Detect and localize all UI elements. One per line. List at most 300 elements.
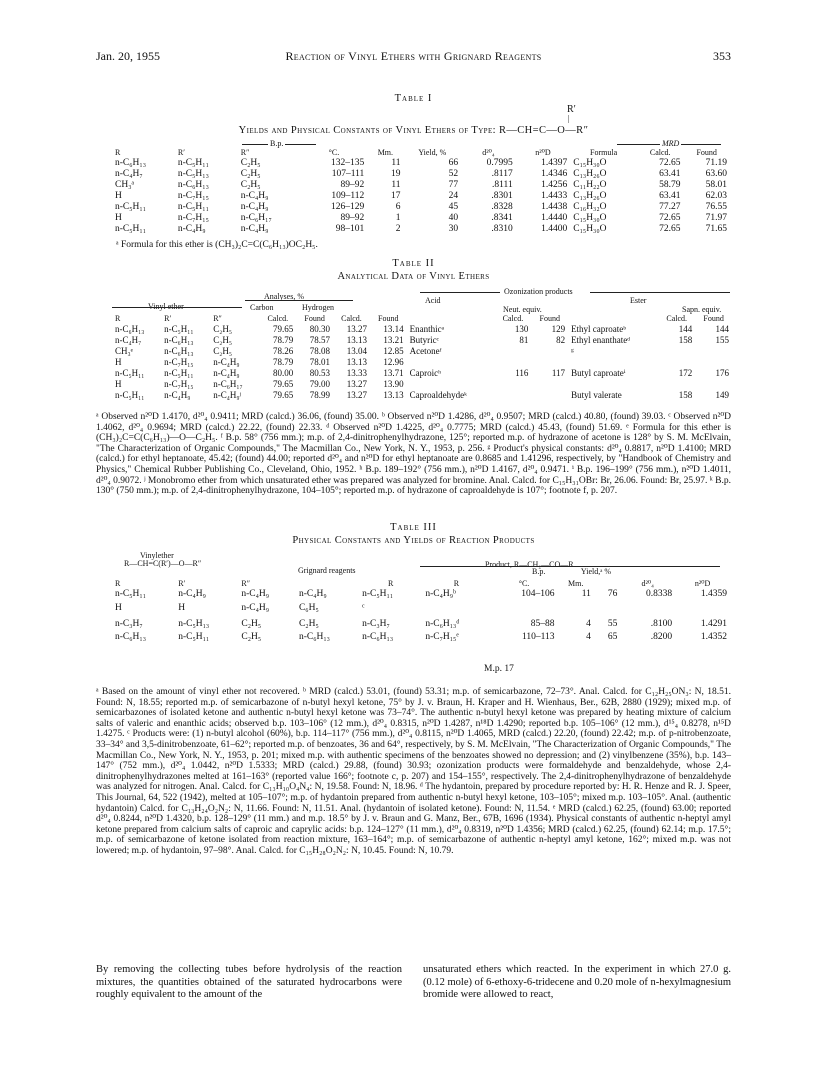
table1-cell: H	[115, 213, 122, 223]
table3-col-header-7: Mm.	[568, 579, 584, 588]
table1-cell: 24	[448, 191, 459, 201]
table2-cell: 78.57	[309, 335, 330, 345]
table-row	[112, 324, 732, 335]
table2-col-header-7	[407, 313, 495, 324]
table3-col-header-9: d²⁰₄	[641, 579, 654, 588]
table-row	[112, 202, 730, 213]
table1-cell: n-C₆H₁₃	[115, 158, 147, 168]
table2-cell: 13.21	[383, 335, 404, 345]
table-row	[112, 158, 730, 169]
table1-cell: .8111	[492, 180, 513, 190]
table1-cell: n-C₄H₉	[240, 202, 269, 212]
table1-cell: 19	[390, 169, 401, 179]
table2-cell: n-C₄H₉	[213, 368, 240, 378]
table3-cell: n-C₇H₁₅ᵉ	[425, 632, 459, 642]
table2-cell	[658, 346, 695, 357]
table1-cell: 109–112	[331, 191, 365, 201]
table2-col-header-5: Calcd.	[341, 314, 362, 323]
table1-cell: n-C₇H₁₅	[177, 213, 209, 223]
table1-cell: 89–92	[340, 213, 365, 223]
table2-cell	[531, 379, 568, 390]
table2-cell: C₂H₅	[213, 324, 232, 334]
table2-cell: 78.26	[273, 346, 294, 356]
table2-cell: 13.27	[346, 379, 367, 389]
table1-cell: n-C₆H₁₃	[177, 180, 209, 190]
table1-cell: H	[115, 191, 122, 201]
table2-cell: 158	[678, 335, 693, 345]
table2-cell: 13.04	[346, 346, 367, 356]
table2-cell: 158	[678, 390, 693, 400]
table2-cell: 13.13	[383, 390, 404, 400]
table3-cell: 4	[586, 632, 591, 642]
table1-col-header-8: Formula	[590, 148, 618, 157]
table-row	[112, 335, 732, 346]
table3-cell: ᶜ	[362, 602, 365, 613]
table1-cell: 107–111	[331, 169, 365, 179]
table1-cell: .8341	[491, 213, 513, 223]
table2-cell: n-C₅H₁₁	[164, 368, 194, 378]
table2-cell	[531, 390, 568, 401]
table2-col-header-9: Found	[539, 314, 560, 323]
header-date: Jan. 20, 1955	[96, 49, 160, 63]
table2-cell: 149	[715, 390, 729, 400]
table2-title: Analytical Data of Vinyl Ethers	[337, 271, 490, 282]
table3-cell	[675, 600, 730, 616]
table3-cell: 1.4352	[700, 632, 727, 642]
table3-col-header-5: R	[453, 579, 460, 588]
table3-product-group: Product, R—CH₂—CO—R	[485, 560, 574, 569]
table3-col-header-4: R	[388, 579, 394, 588]
table3-cell: 65	[607, 632, 618, 642]
table1-cell: 30	[448, 224, 459, 234]
table3-cell: n-C₄H₉	[241, 589, 270, 599]
table1-rprime: R′	[567, 104, 576, 115]
table-row	[112, 357, 732, 368]
table3-cell: 0.8338	[646, 589, 673, 599]
table3-cell: n-C₆H₁₃ᵈ	[425, 618, 460, 629]
table1-col-header-10: Found	[696, 148, 717, 157]
table2-cell	[568, 357, 658, 368]
table1-cell: 76.55	[705, 202, 727, 212]
table3-cell: n-C₃H₇	[115, 618, 143, 629]
table3-cell: n-C₄H₉	[241, 602, 270, 613]
table2-col-header-3: Calcd.	[267, 314, 289, 323]
table2-cell: 79.65	[273, 324, 294, 334]
table3-cell: 104–106	[521, 589, 555, 599]
table-row	[112, 390, 732, 401]
table3-label: Table III	[390, 522, 437, 533]
table2-cell: n-C₄H₇	[115, 335, 142, 345]
table1-cell: 89–92	[340, 180, 365, 190]
table2-cell	[695, 357, 732, 368]
table1-bp-group: B.p.	[270, 139, 284, 148]
table2-col-header-6: Found	[378, 314, 399, 323]
table2-cell: Caproicʰ	[409, 368, 441, 378]
table1	[112, 147, 730, 235]
table1-cell: 1.4433	[541, 191, 568, 201]
table-row	[112, 379, 732, 390]
table1-cell: CH₃ᵃ	[115, 180, 135, 190]
table3-cell	[594, 600, 620, 616]
table2-cell: 13.13	[346, 357, 367, 367]
table1-cell: .8310	[491, 224, 513, 234]
table1-cell: C₁₃H₂₆O	[573, 191, 607, 201]
table-row	[112, 169, 730, 180]
table1-col-header-1: R′	[177, 148, 185, 157]
table1-cell: 72.65	[659, 213, 681, 223]
table2-cell: 13.13	[346, 335, 367, 345]
table3-cell: 1.4291	[700, 618, 727, 629]
table2-cell: 172	[678, 368, 693, 378]
running-header	[96, 49, 731, 65]
table3-cell: 4	[586, 618, 591, 629]
table1-cell: 126–129	[331, 202, 365, 212]
table-row	[112, 368, 732, 379]
table1-cell: n-C₅H₁₁	[177, 202, 209, 212]
table1-cell: n-C₆H₁₇	[240, 213, 272, 223]
table1-cell: 71.65	[705, 224, 727, 234]
table3-cell: n-C₃H₇	[362, 618, 390, 629]
table1-cell: 0.7995	[486, 158, 513, 168]
table3-cell: 1.4359	[700, 589, 727, 599]
table2-carbon-group: Carbon	[250, 303, 274, 312]
table2-cell: 13.71	[383, 368, 404, 378]
table1-cell: C₁₁H₂₂O	[573, 180, 607, 190]
table-row	[112, 600, 730, 616]
table1-cell: C₂H₅	[240, 180, 261, 190]
table3-cell: n-C₄H₉	[298, 589, 327, 599]
table2-cell: 79.00	[309, 379, 330, 389]
table2-col-header-10	[568, 313, 658, 324]
table1-cell: 63.60	[705, 169, 727, 179]
table3-col-header-10: n²⁰D	[694, 579, 711, 588]
table1-cell: n-C₄H₉	[240, 191, 269, 201]
table2-cell	[531, 357, 568, 368]
table3-grignard-label: Grignard reagents	[298, 566, 356, 575]
header-title: Reaction of Vinyl Ethers with Grignard Reagents	[285, 49, 542, 63]
table1-cell: 1.4256	[541, 180, 568, 190]
table2-cell	[494, 379, 531, 390]
table1-cell: 2	[395, 224, 401, 234]
table2-cell	[531, 346, 568, 357]
table1-col-header-7: n²⁰D	[535, 148, 551, 157]
table1-col-header-3: °C.	[328, 148, 340, 157]
table3	[112, 578, 730, 643]
table3-cell: 85–88	[530, 618, 555, 629]
table3-mp-note: M.p. 17	[484, 664, 514, 674]
table3-cell: n-C₅H₁₁	[362, 589, 394, 599]
table-row	[112, 180, 730, 191]
table2-cell: H	[115, 357, 122, 367]
table2-cell	[407, 357, 495, 368]
table2-cell: 80.53	[309, 368, 330, 378]
table2-col-header-0: R	[115, 314, 121, 323]
table1-cell: 1.4397	[541, 158, 568, 168]
table3-cell: n-C₆H₁₃	[115, 632, 147, 642]
table2-analyses-rule	[245, 300, 353, 301]
table1-cell: 62.03	[705, 191, 727, 201]
table2-cell: H	[115, 379, 122, 389]
table3-cell	[422, 600, 490, 616]
table2-cell: CH₃ᵉ	[115, 346, 133, 356]
table2-cell: 80.30	[309, 324, 330, 334]
table2-cell: Acetoneᶠ	[409, 346, 442, 356]
table2-cell: Butyricᶜ	[409, 335, 439, 345]
table3-col-header-8	[594, 578, 620, 589]
table1-mrd-group: MRD	[662, 139, 680, 148]
table1-cell: .8328	[491, 202, 513, 212]
table2-cell	[494, 390, 531, 401]
table2-cell: n-C₆H₁₃	[115, 324, 145, 334]
table2-cell: 12.96	[383, 357, 404, 367]
table3-vinyl-group: Vinylether	[140, 551, 174, 560]
table1-cell: .8301	[491, 191, 513, 201]
table2-cell: Caproaldehydeᵏ	[409, 390, 467, 400]
table1-cell: 71.19	[705, 158, 727, 168]
table1-cell: 1	[395, 213, 401, 223]
table2-cell	[494, 357, 531, 368]
table3-col-header-6: °C.	[518, 579, 530, 588]
table3-cell: 11	[581, 589, 591, 599]
table2-acid-group: Acid	[425, 296, 441, 305]
table2-cell: 144	[678, 324, 693, 334]
table1-cell: 1.4440	[541, 213, 568, 223]
table2-cell	[695, 379, 732, 390]
table2-cell: 78.79	[273, 357, 294, 367]
table-row	[112, 224, 730, 235]
table2-col-header-4: Found	[304, 314, 325, 323]
table3-cell: C₂H₅	[241, 632, 262, 642]
table1-cell: 63.41	[659, 191, 681, 201]
table1-cell: 52	[448, 169, 459, 179]
table1-cell: C₁₅H₃₀O	[573, 158, 607, 168]
table2-cell: 78.08	[309, 346, 330, 356]
table3-cell: n-C₄H₉ᵇ	[425, 589, 456, 599]
table1-title: Yields and Physical Constants of Vinyl Ethers of Type: R—CH=C—O—R″	[238, 125, 589, 136]
table3-cell: H	[178, 602, 186, 613]
table1-col-header-6: d²⁰₄	[482, 148, 495, 157]
table2-cell: n-C₅H₁₁	[164, 324, 194, 334]
table1-cell: 58.79	[659, 180, 681, 190]
table1-col-header-9: Calcd.	[649, 148, 671, 157]
table1-cell: 11	[391, 158, 401, 168]
table3-col-header-3	[296, 578, 359, 589]
table3-cell: H	[115, 602, 122, 613]
table3-cell: n-C₅H₁₁	[115, 589, 147, 599]
table2-cell: 116	[515, 368, 529, 378]
table2-cell: 78.01	[309, 357, 330, 367]
table2-cell	[568, 379, 658, 390]
table1-col-header-0: R	[115, 148, 121, 157]
table1-footnote: ᵃ Formula for this ether is (CH₃)₂C=C(C₆H₁₃)OC₂H₅.	[116, 240, 318, 250]
table2-cell: n-C₄H₉ʲ	[213, 390, 241, 400]
table3-cell: 55	[607, 618, 618, 629]
table2-cell: Butyl valerate	[571, 390, 622, 400]
table1-cell: C₁₃H₂₆O	[573, 169, 607, 179]
table-row	[112, 589, 730, 600]
table2-ozon-rule-right	[590, 292, 730, 293]
table1-cell: 58.01	[705, 180, 727, 190]
table2-cell: Butyl caproateⁱ	[571, 368, 626, 378]
table3-bp-group: B.p.	[532, 567, 546, 576]
table2-cell: 13.14	[383, 324, 404, 334]
table2-cell: n-C₄H₉	[164, 390, 191, 400]
table1-cell: C₂H₅	[240, 158, 261, 168]
table1-cell: 11	[391, 180, 401, 190]
table-row	[112, 616, 730, 632]
table3-cell	[620, 600, 675, 616]
table2-cell: n-C₇H₁₅	[164, 357, 194, 367]
table1-cell: 77.27	[659, 202, 681, 212]
table1-cell: 1.4346	[541, 169, 568, 179]
table1-cell: 63.41	[659, 169, 681, 179]
table2-cell: Ethyl caproateᵇ	[571, 324, 627, 334]
table3-cell: n-C₄H₉	[178, 589, 206, 599]
table1-cell: C₁₅H₃₀O	[573, 213, 607, 223]
table3-cell: C₆H₅	[298, 602, 319, 613]
table3-col-header-0: R	[115, 579, 121, 588]
table2-sapn-label: Sapn. equiv.	[682, 305, 722, 314]
table2-cell: 13.27	[346, 390, 367, 400]
table1-cell: n-C₄H₉	[240, 224, 269, 234]
table2-cell: 130	[514, 324, 529, 334]
table1-cell: .8117	[491, 169, 513, 179]
table1-cell: 6	[395, 202, 401, 212]
table3-cell: n-C₆H₁₃	[298, 632, 330, 642]
table1-bond: |	[568, 114, 570, 123]
table2-cell: 144	[715, 324, 729, 334]
table3-cell: .8100	[650, 618, 673, 629]
table1-cell: 72.65	[659, 158, 681, 168]
table3-vinyl-formula: R—CH=C(R′)—O—R″	[124, 559, 202, 568]
table1-cell: 77	[448, 180, 459, 190]
table2-cell: n-C₇H₁₅	[164, 379, 194, 389]
table2-cell	[695, 346, 732, 357]
table2-cell: 13.27	[346, 324, 367, 334]
table1-cell: n-C₄H₉	[177, 224, 206, 234]
table2-col-header-11: Calcd.	[666, 314, 688, 323]
table2-col-header-12: Found	[703, 314, 724, 323]
table1-cell: n-C₅H₁₁	[115, 202, 147, 212]
table3-cell: C₂H₅	[298, 618, 319, 629]
table2-cell: 78.99	[309, 390, 330, 400]
table2-label: Table II	[392, 258, 435, 269]
table3-product-rule	[420, 566, 720, 567]
table-row	[112, 213, 730, 224]
table1-cell: n-C₅H₁₁	[177, 158, 209, 168]
table1-cell: n-C₅H₁₃	[177, 169, 209, 179]
table2-hydrogen-group: Hydrogen	[302, 303, 334, 312]
table2-ozon-group: Ozonization products	[504, 287, 573, 296]
table2-cell: n-C₆H₁₃	[164, 346, 194, 356]
table2-cell: 79.65	[273, 390, 294, 400]
table2-cell: ᵍ	[571, 346, 574, 356]
table2-col-header-8: Calcd.	[502, 314, 524, 323]
table1-cell: 17	[390, 191, 401, 201]
table2-cell: n-C₅H₁₁	[115, 368, 145, 378]
table3-col-header-2: R″	[241, 579, 251, 588]
table3-cell: .8200	[650, 632, 673, 642]
table1-label: Table I	[394, 93, 433, 104]
table2-cell	[658, 357, 695, 368]
table2-cell: 117	[551, 368, 566, 378]
table3-cell	[491, 600, 558, 616]
table1-cell: 1.4438	[541, 202, 568, 212]
table1-cell: C₁₅H₃₀O	[573, 224, 607, 234]
table1-cell: 66	[448, 158, 459, 168]
table2-cell: n-C₅H₁₁	[115, 390, 145, 400]
table3-col-header-1: R′	[178, 579, 186, 588]
table2-cell: 81	[519, 335, 529, 345]
table2-cell	[407, 379, 495, 390]
table3-cell: n-C₅H₁₃	[178, 618, 210, 629]
table2	[112, 313, 732, 401]
table1-cell: 45	[448, 202, 459, 212]
table2-cell: 79.65	[273, 379, 294, 389]
table2-cell: Enanthicᵃ	[409, 324, 445, 334]
table2-vinyl-rule	[112, 307, 242, 308]
table2-cell: 82	[556, 335, 566, 345]
table3-title: Physical Constants and Yields of Reaction Products	[292, 535, 535, 546]
table2-neut-label: Neut. equiv.	[503, 305, 542, 314]
table2-footnote: ᵃ Observed n²⁰D 1.4170, d²⁰₄ 0.9411; MRD (calcd.) 36.06, (found) 35.00. ᵇ Observed n²⁰D 1.4286, d²⁰₄ 0.9507; MRD (calcd.) 40.80, (found) 39.03. ᶜ Observed n²⁰D 1.4062, d²⁰₄ 0.9694; MRD (calcd.) 22.22, (found) 22.33. ᵈ Observed n²⁰D 1.4225, d²⁰₄ 0.7775; MRD (calcd.) 45.43, (found) 51.69. ᵉ Formula for this ether is (CH₃)₂C=C(C₆H₁₃)—O—C₂H₅. ᶠ B.p. 58° (756 mm.); m.p. of 2,4-dinitrophenylhydrazone, 125°; reported m.p. of hydrazone of acetone is 128° by S. M. McElvain, "The Characterization of Organic Compounds," The Macmillan Co., New York, N. Y., 1953, p. 256. ᵍ Product's physical constants: d²⁰₄ 0.8817, n²⁰D 1.4100; MRD (calcd.) for ethyl heptanoate, 45.42; (found) 44.00; reported d²⁰₄ and n²⁰D for ethyl heptanoate are 0.8685 and 1.41296, respectively, by "Handbook of Chemistry and Physics," Chemical Rubber Publishing Co., Cleveland, Ohio, 1952. ʰ B.p. 189–192° (756 mm.), n²⁰D 1.4167, d²⁰₄ 0.9471. ⁱ B.p. 196–199° (756 mm.), n²⁰D 1.4011, d²⁰₄ 0.9072. ʲ Monobromo ether from which unsaturated ether was prepared was analyzed for bromine. Anal. Calcd. for C₁₅H₃₁OBr: Br, 26.06. Found: Br, 25.97. ᵏ B.p. 130° (750 mm.); m.p. of 2,4-dinitrophenylhydrazone, 104–105°; reported m.p. of hydrazone of caproaldehyde is 107°; footnote f, p. 207.	[96, 412, 731, 497]
table2-col-header-1: R′	[164, 314, 172, 323]
table2-cell: 80.00	[273, 368, 294, 378]
table1-cell: n-C₄H₇	[115, 169, 143, 179]
table2-cell: 78.79	[273, 335, 294, 345]
table2-cell: C₂H₅	[213, 335, 232, 345]
table1-cell: C₁₆H₃₂O	[573, 202, 607, 212]
table2-vinyl-group: Vinyl ether	[148, 302, 184, 311]
table3-cell: 76	[607, 589, 618, 599]
table1-cell: 1.4400	[541, 224, 568, 234]
table1-cell: 98–101	[335, 224, 365, 234]
body-right-column: unsaturated ethers which reacted. In the experiment in which 27.0 g. (0.12 mole) of 6-ethoxy-6-tridecene and 0.20 mole of n-hexylmagnesium bromide were allowed to react,	[423, 964, 731, 1000]
table1-cell: n-C₅H₁₁	[115, 224, 147, 234]
table1-cell: C₂H₅	[240, 169, 261, 179]
table1-col-header-2: R″	[240, 148, 250, 157]
header-page-number: 353	[713, 49, 731, 63]
table1-cell: 71.97	[705, 213, 727, 223]
table2-cell: 12.85	[383, 346, 404, 356]
table2-cell: n-C₄H₉	[213, 357, 240, 367]
table-row	[112, 632, 730, 643]
table3-cell: n-C₆H₁₃	[362, 632, 394, 642]
table1-col-header-5: Yield, %	[418, 148, 447, 157]
table-row	[112, 191, 730, 202]
body-left-column: By removing the collecting tubes before hydrolysis of the reaction mixtures, the quantities obtained of the saturated hydrocarbons were roughly equivalent to the amount of the	[96, 964, 402, 1000]
table2-cell: n-C₆H₁₃	[164, 335, 194, 345]
table-row	[112, 346, 732, 357]
table1-cell: n-C₇H₁₅	[177, 191, 209, 201]
table2-cell	[658, 379, 695, 390]
table2-cell	[494, 346, 531, 357]
table3-cell: n-C₅H₁₁	[178, 632, 210, 642]
table2-ester-group: Ester	[630, 296, 647, 305]
table3-cell	[558, 600, 594, 616]
table2-cell: 129	[551, 324, 566, 334]
table1-cell: 40	[448, 213, 459, 223]
table2-analyses-group: Analyses, %	[264, 292, 304, 301]
table3-footnote: ᵃ Based on the amount of vinyl ether not recovered. ᵇ MRD (calcd.) 53.01, (found) 53.31; m.p. of semicarbazone, 72–73°. Anal. Calcd. for C₁₂H₂₅ON₃: N, 18.51. Found: N, 18.55; reported m.p. of semicarbazone of n-butyl hexyl ketone, 75° by J. v. Braun, H. Kraper and H. Wienhaus, Ber., 62B, 2880 (1929); mixed m.p. of semicarbazones of isolated ketone and authentic n-butyl hexyl ketone was 73–74°. The authentic n-butyl hexyl ketone was prepared by heating mixture of calcium salts of valeric and enanthic acids; observed b.p. 103–106° (12 mm.), d²⁰₄ 0.8315, n²⁰D 1.4287, n¹⁸D 1.4290; reported b.p. 105–106° (12 mm.), d¹⁵₄ 0.8278, n¹⁵D 1.4275. ᶜ Products were: (1) n-butyl alcohol (60%), b.p. 114–117° (756 mm.), d²⁰₄ 0.8115, n²⁰D 1.4065, MRD (calcd.) 22.20, (found) 22.42; m.p. of p-nitrobenzoate, 33–34° and 3,5-dinitrobenzoate, 61–62°; reported m.p. of benzoates, 36 and 64°, respectively, by S. M. McElvain, "The Characterization of Organic Compounds," The Macmillan Co., New York, N. Y., 1953, p. 201; mixed m.p. with authentic specimens of the benzoates showed no depression; and (2) vinylbenzene (35%), b.p. 143–147° (752 mm.), d²⁰₄ 1.0442, n²⁰D 1.5333; MRD (calcd.) 29.88, (found) 30.93; ozonization products were formaldehyde and benzaldehyde, whose 2,4-dinitrophenylhydrazones melted at 161–163° (reported value 166°; footnote c, p. 207) and 154–155°, respectively. The 2,4-dinitrophenylhydrazone of benzaldehyde was analyzed for nitrogen. Anal. Calcd. for C₁₃H₁₀O₄N₄: N, 19.58. Found: N, 18.96. ᵈ The hydantoin, prepared by procedure reported by: H. R. Henze and R. J. Speer, This Journal, 64, 522 (1942), melted at 105–107°; m.p. of hydantoin prepared from authentic n-butyl hexyl ketone, 103–105°; mixed m.p. 103–105°. Anal. (authentic hydantoin) Calcd. for C₁₃H₂₄O₂N₂: N, 11.66. Found: N, 11.51. Anal. (hydantoin of isolated ketone). Found: N, 11.54. ᵉ MRD (calcd.) 62.25, (found) 63.00; reported d²⁰₄ 0.8244, n²⁰D 1.4320, b.p. 128–129° (11 mm.) and m.p. 18.5° by J. v. Braun and G. Manz, Ber., 67B, 1696 (1934). Physical constants of authentic n-heptyl amyl ketone prepared from calcium salts of caproic and caprylic acids: b.p. 124–127° (11 mm.), d²⁰₄ 0.8319, n²⁰D 1.4356; MRD (calcd.) 62.25, (found) 62.14; m.p. 17.5°; m.p. of semicarbazone of ketone isolated from reaction mixture, 163–164°; m.p. of semicarbazone of authentic n-heptyl amyl ketone, 162°; mixed m.p. was not lowered; m.p. of hydantoin, 97–98°. Anal. Calcd. for C₁₅H₂₈O₂N₂: N, 10.45. Found: N, 10.79.	[96, 687, 732, 856]
table2-cell: n-C₆H₁₇	[213, 379, 243, 389]
table3-yield-label: Yield,ᵃ %	[580, 567, 612, 576]
table2-col-header-2: R″	[213, 314, 222, 323]
table3-cell: 110–113	[521, 632, 555, 642]
table1-col-header-4: Mm.	[377, 148, 394, 157]
table3-cell: C₂H₅	[241, 618, 262, 629]
table2-ozon-rule-left	[420, 292, 500, 293]
